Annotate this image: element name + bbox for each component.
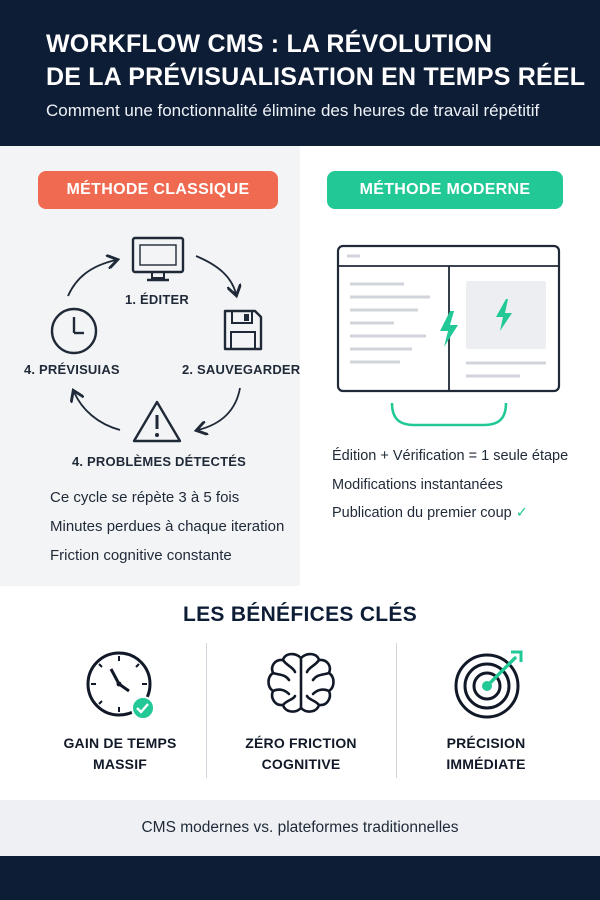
target-icon (451, 648, 527, 720)
clock-icon (49, 306, 99, 356)
benefit-friction-line2: COGNITIVE (261, 756, 341, 772)
benefit-time-line1: GAIN DE TEMPS (63, 735, 177, 751)
floppy-disk-icon (222, 308, 264, 352)
monitor-icon (131, 236, 185, 282)
step-edit-label: 1. ÉDITER (125, 292, 189, 307)
step-preview-label: 4. PRÉVISUIAS (24, 362, 120, 377)
classic-bullet-3: Friction cognitive constante (50, 547, 232, 564)
split-screen-editor-icon (334, 243, 564, 428)
modern-bullet-2: Modifications instantanées (332, 477, 503, 493)
modern-bullet-3 (332, 505, 528, 521)
brain-icon (265, 650, 337, 718)
title-line-1: WORKFLOW CMS : LA RÉVOLUTION (46, 30, 493, 58)
divider-1 (206, 643, 207, 778)
subtitle: Comment une fonctionnalité élimine des heures de travail répétitif (46, 101, 540, 120)
modern-method-badge: MÉTHODE MODERNE (327, 171, 563, 209)
benefit-time-label (40, 733, 200, 775)
benefit-friction-label (220, 733, 382, 775)
benefit-friction-line1: ZÉRO FRICTION (245, 735, 357, 751)
step-save-label: 2. SAUVEGARDER (182, 362, 301, 377)
title-line-2: DE LA PRÉVISUALISATION EN TEMPS RÉEL (46, 63, 586, 91)
clock-check-icon (85, 650, 157, 722)
benefit-precision-label (410, 733, 562, 775)
footer-caption: CMS modernes vs. plateformes traditionnelles (0, 800, 600, 856)
classic-method-badge: MÉTHODE CLASSIQUE (38, 171, 278, 209)
check-icon: ✓ (515, 505, 528, 521)
warning-icon (131, 398, 183, 444)
benefit-time-line2: MASSIF (92, 756, 148, 772)
modern-bullet-3-text: Publication du premier coup (332, 505, 512, 521)
modern-bullet-1: Édition + Vérification = 1 seule étape (332, 448, 569, 464)
classic-bullet-2: Minutes perdues à chaque iteration (50, 518, 285, 535)
divider-2 (396, 643, 397, 778)
benefit-precision-line1: PRÉCISION (446, 735, 526, 751)
footer-bar (0, 856, 600, 900)
benefit-precision-line2: IMMÉDIATE (446, 756, 526, 772)
benefits-title: LES BÉNÉFICES CLÉS (182, 603, 418, 626)
classic-bullet-1: Ce cycle se répète 3 à 5 fois (50, 489, 240, 506)
cycle-arrows-icon (0, 0, 300, 460)
step-problems-label: 4. PROBLÈMES DÉTECTÉS (72, 454, 246, 469)
